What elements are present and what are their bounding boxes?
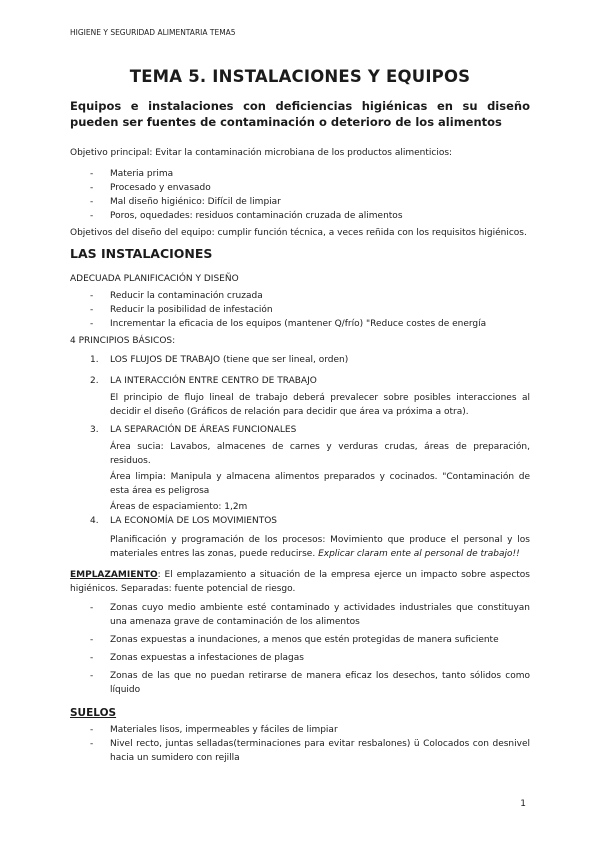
item-title: LA ECONOMÍA DE LOS MOVIMIENTOS [110, 516, 278, 526]
list-item-text: Zonas de las que no puedan retirarse de manera eficaz los desechos, tanto sólidos como líquido [110, 671, 530, 695]
item-number: 4. [90, 516, 99, 526]
list-item [70, 601, 530, 629]
list-item [70, 651, 530, 665]
item-title: LOS FLUJOS DE TRABAJO (tiene que ser lineal, orden) [110, 355, 349, 365]
list-item-text: Zonas expuestas a inundaciones, a menos que estén protegidas de manera suficiente [110, 635, 499, 645]
principios-title: 4 PRINCIPIOS BÁSICOS: [70, 336, 176, 346]
running-header: HIGIENE Y SEGURIDAD ALIMENTARIA TEMA5 [70, 28, 236, 37]
dash-marker [90, 723, 110, 737]
dash-marker [90, 317, 110, 331]
objetivo-outro: Objetivos del diseño del equipo: cumplir función técnica, a veces reñida con los requisitos higiénicos. [70, 228, 527, 238]
area-sucia-paragraph: Área sucia: Lavabos, almacenes de carnes y verduras crudas, áreas de preparación, residuos. [110, 442, 530, 466]
dash-marker [90, 601, 110, 629]
list-item-text: Reducir la contaminación cruzada [110, 291, 263, 301]
dash-marker [90, 737, 110, 765]
list-item [70, 195, 530, 209]
dash-marker [90, 195, 110, 209]
item-2-paragraph: El principio de flujo lineal de trabajo deberá prevalecer sobre posibles interacciones al decidir el diseño (Gráficos de relación para decidir que área va próxima a otra). [110, 393, 530, 417]
list-item [70, 669, 530, 697]
list-item-text: Zonas cuyo medio ambiente esté contaminado y actividades industriales que constituyan una amenaza grave de contaminación de los alimentos [110, 603, 530, 627]
item-number: 3. [90, 425, 99, 435]
item-title: LA INTERACCIÓN ENTRE CENTRO DE TRABAJO [110, 376, 317, 386]
section-heading-suelos: SUELOS [70, 707, 117, 719]
numbered-item-3 [70, 423, 530, 437]
list-item [70, 633, 530, 647]
item-number: 1. [90, 355, 99, 365]
dash-marker [90, 209, 110, 223]
list-item-text: Materia prima [110, 169, 174, 179]
list-item-text: Mal diseño higiénico: Difícil de limpiar [110, 197, 281, 207]
emplazamiento-bullet-list [70, 601, 530, 697]
suelos-bullet-list [70, 723, 530, 765]
list-item-text: Procesado y envasado [110, 183, 211, 193]
list-item [70, 303, 530, 317]
list-item-text: Materiales lisos, impermeables y fáciles de limpiar [110, 725, 338, 735]
planificacion-title: ADECUADA PLANIFICACIÓN Y DISEÑO [70, 274, 239, 284]
list-item-text: Incrementar la eficacia de los equipos (mantener Q/frío) "Reduce costes de energía [110, 319, 487, 329]
list-item [70, 167, 530, 181]
page-title: TEMA 5. INSTALACIONES Y EQUIPOS [129, 67, 471, 86]
list-item [70, 737, 530, 765]
list-item-text: Reducir la posibilidad de infestación [110, 305, 273, 315]
emplazamiento-paragraph [70, 568, 530, 596]
numbered-item-1 [70, 353, 530, 367]
list-item-text: Nivel recto, juntas selladas(terminaciones para evitar resbalones) ü Colocados con desnivel hacia un sumidero con rejilla [110, 739, 530, 763]
objetivo-intro: Objetivo principal: Evitar la contaminación microbiana de los productos alimenticios: [70, 148, 453, 158]
dash-marker [90, 633, 110, 647]
area-limpia-paragraph: Área limpia: Manipula y almacena alimentos preparados y cocinados. "Contaminación de esta área es peligrosa [110, 472, 530, 496]
emplazamiento-label: EMPLAZAMIENTO [70, 570, 158, 580]
item-title: LA SEPARACIÓN DE ÁREAS FUNCIONALES [110, 425, 297, 435]
list-item [70, 723, 530, 737]
item-4-paragraph-italic: Explicar claram ente al personal de trabajo!! [318, 549, 520, 559]
page-number: 1 [520, 799, 526, 809]
list-item [70, 289, 530, 303]
list-item [70, 317, 530, 331]
document-subtitle: Equipos e instalaciones con deficiencias higiénicas en su diseño pueden ser fuentes de contaminación o deterioro de los alimentos [70, 99, 530, 129]
dash-marker [90, 289, 110, 303]
list-item [70, 181, 530, 195]
dash-marker [90, 167, 110, 181]
list-item [70, 209, 530, 223]
list-item-text: Poros, oquedades: residuos contaminación cruzada de alimentos [110, 211, 403, 221]
dash-marker [90, 303, 110, 317]
dash-marker [90, 669, 110, 697]
emplazamiento-text: : El emplazamiento a situación de la empresa ejerce un impacto sobre aspectos higiénicos. Separadas: fuente potencial de riesgo. [70, 570, 530, 594]
item-number: 2. [90, 376, 99, 386]
areas-espaciamiento-paragraph: Áreas de espaciamiento: 1,2m [110, 502, 248, 512]
list-item-text: Zonas expuestas a infestaciones de plagas [110, 653, 304, 663]
planificacion-bullet-list [70, 289, 530, 331]
dash-marker [90, 181, 110, 195]
numbered-item-4 [70, 514, 530, 528]
section-heading-instalaciones: LAS INSTALACIONES [70, 246, 213, 261]
objetivo-bullet-list [70, 167, 530, 223]
numbered-item-2 [70, 374, 530, 388]
dash-marker [90, 651, 110, 665]
item-4-paragraph [110, 533, 530, 561]
item-4-paragraph-regular: Planificación y programación de los procesos: Movimiento que produce el personal y los materiales entres las zonas, puede reducirse. [110, 535, 530, 559]
